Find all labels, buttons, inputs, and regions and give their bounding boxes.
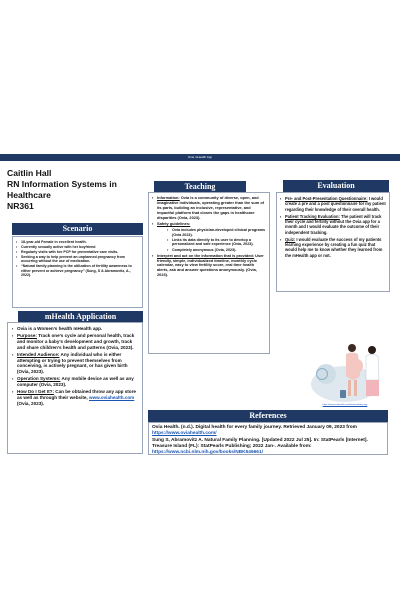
mhealth-purpose-label: Purpose: xyxy=(17,332,37,338)
guideline-item: • Ovia includes physician-developed clinical programs (Ovia 2023). xyxy=(167,228,266,237)
evaluation-box xyxy=(276,192,390,292)
woman-leg-icon xyxy=(354,380,357,396)
poster xyxy=(0,154,400,456)
mhealth-audience-text: Any individual who is either attempting or trying to prevent themselves from conceiving, is actively pregnant, or has given birth (Ovia, 2023). xyxy=(17,351,128,375)
scenario-item: • Seeking a way to help prevent an unplanned pregnancy from occurring without the use of medication. xyxy=(16,255,139,264)
reference-item xyxy=(152,438,384,455)
teaching-guidelines xyxy=(152,222,266,252)
author-title-line1: RN Information Systems in xyxy=(7,179,117,189)
scenario-item: • Currently sexually active with her boyfriend xyxy=(16,245,139,249)
scenario-item: • Regularly visits with her PCP for preventative care visits. xyxy=(16,250,139,254)
reference-item xyxy=(152,425,384,437)
decor-bubble xyxy=(316,364,336,384)
author-title-line2: Healthcare xyxy=(7,190,51,200)
references-header: References xyxy=(148,410,388,422)
teaching-interpret-label: Interpret and act on the information that is provided: xyxy=(157,252,255,258)
mhealth-website-link[interactable]: www.oviahealth.com xyxy=(89,394,135,400)
plant-pot-icon xyxy=(340,390,346,398)
scenario-box xyxy=(12,236,143,308)
woman-top-icon xyxy=(366,355,379,381)
guideline-item: • Completely anonymous (Ovia, 2023). xyxy=(167,248,266,253)
mhealth-audience-label: Intended Audience: xyxy=(17,351,60,357)
poster-top-bar xyxy=(0,154,400,161)
mhealth-box xyxy=(7,322,143,454)
evaluation-item xyxy=(280,237,386,259)
reference-text: Ovia Health. (n.d.). Digital health for every family journey. Retrieved January 09, 2023 from xyxy=(152,425,357,430)
evaluation-item-text: The patient will track their cycle and fertility without the Ovia app for a month and I would evaluate the outcome of their independent tracking. xyxy=(285,213,382,235)
references-box xyxy=(148,422,388,455)
evaluation-item-text: I would create a pre and a post questionnaire for my patient regarding their knowledge of their overall health. xyxy=(285,196,386,212)
evaluation-item-text: I would evaluate the success of my patients learning experience by creating a fun quiz that would help me to know whether they learned from the mHealth app or not. xyxy=(285,236,383,258)
mhealth-audience xyxy=(12,352,138,376)
woman-head-icon xyxy=(368,346,376,354)
mhealth-intro-text: Ovia is a Women’s health mHealth app. xyxy=(17,326,103,331)
mhealth-os-text: Any mobile device as well as any computer (Ovia, 2023). xyxy=(17,376,134,388)
teaching-guidelines-label: Safety guidelines: xyxy=(157,221,191,227)
guideline-item: • Links its data directly to its user to develop a personalized and safe experience (Ovia, 2023). xyxy=(167,238,266,247)
scenario-item: • “Natural family planning is the utilization of fertility awareness to either prevent or achieve pregnancy” (Sung, S & Abramovitz, A., 2022). xyxy=(16,264,139,277)
evaluation-header: Evaluation xyxy=(283,180,389,192)
scenario-list xyxy=(16,240,139,278)
author-course: NR361 xyxy=(7,201,34,211)
teaching-information xyxy=(152,196,266,221)
woman-skirt-icon xyxy=(366,380,379,396)
pregnant-belly-icon xyxy=(351,359,363,373)
mhealth-get-tail: (Ovia, 2023). xyxy=(17,400,45,406)
woman-leg-icon xyxy=(348,380,351,396)
mhealth-os-label: Operation Systems: xyxy=(17,376,61,382)
scenario-item: • 18-year-old Female in excellent health. xyxy=(16,240,139,244)
mhealth-get-label: How Do I Get It?: xyxy=(17,389,55,395)
pregnancy-illustration xyxy=(300,336,390,404)
illustration-caption[interactable]: https://www.oviahealth.com/features/baby-app xyxy=(322,404,368,406)
reference-text: Sung S, Abramovitz A. Natural Family Planning. [Updated 2022 Jul 25]. In: StatPearls [Internet]. Treasure Island (FL): StatPearls Publishing; 2022 Jan-. Available from: xyxy=(152,438,368,449)
illustration-graphic xyxy=(300,336,390,404)
mhealth-header: mHealth Application xyxy=(18,311,143,323)
scenario-header: Scenario xyxy=(12,223,143,235)
evaluation-item xyxy=(280,196,386,212)
mhealth-get xyxy=(12,389,138,407)
author-block xyxy=(7,168,147,212)
reference-link[interactable]: https://www.ncbi.nlm.nih.gov/books/NBK546661/ xyxy=(152,450,263,455)
teaching-interpret xyxy=(152,254,266,279)
mhealth-purpose-text: Track one’s cycle and personal health, track and monitor a baby’s development and growth, track and share children’s health and patterns (Ovia, 2023). xyxy=(17,332,135,350)
evaluation-item xyxy=(280,214,386,236)
mhealth-intro xyxy=(12,326,138,332)
teaching-box xyxy=(148,192,270,354)
reference-link[interactable]: https://www.oviahealth.com/ xyxy=(152,431,217,436)
teaching-interpret-text: User friendly, simple, individualized timeline, monthly cycle calendar, easy to view fertility score, real time health alerts, ask and answer questions anonymously. (Ovia, 2023). xyxy=(157,252,264,278)
teaching-header: Teaching xyxy=(154,181,246,192)
mhealth-get-text: Can be obtained throw any app store as well as through their website, xyxy=(17,389,136,400)
evaluation-item-label: Quiz: xyxy=(285,236,296,242)
author-name: Caitlin Hall xyxy=(7,168,52,178)
guidelines-list xyxy=(157,228,266,252)
evaluation-item-label: Pre- and Post-Presentation Questionnaire: xyxy=(285,196,368,201)
evaluation-item-label: Patient Tracking Evaluation: xyxy=(285,213,340,219)
poster-top-bar-title: Ovia mHealth App xyxy=(187,155,213,159)
mhealth-os xyxy=(12,376,138,388)
teaching-information-text: Ovia is a community of diverse, open, and imaginative individuals, operating greater than the sum of its parts, building an inclusive, representative, and impactful platform that closes the gaps in healthcare disparities (Ovia, 2023). xyxy=(157,195,265,220)
woman-head-icon xyxy=(348,344,356,352)
teaching-information-label: Information: xyxy=(157,195,180,200)
mhealth-purpose xyxy=(12,333,138,351)
